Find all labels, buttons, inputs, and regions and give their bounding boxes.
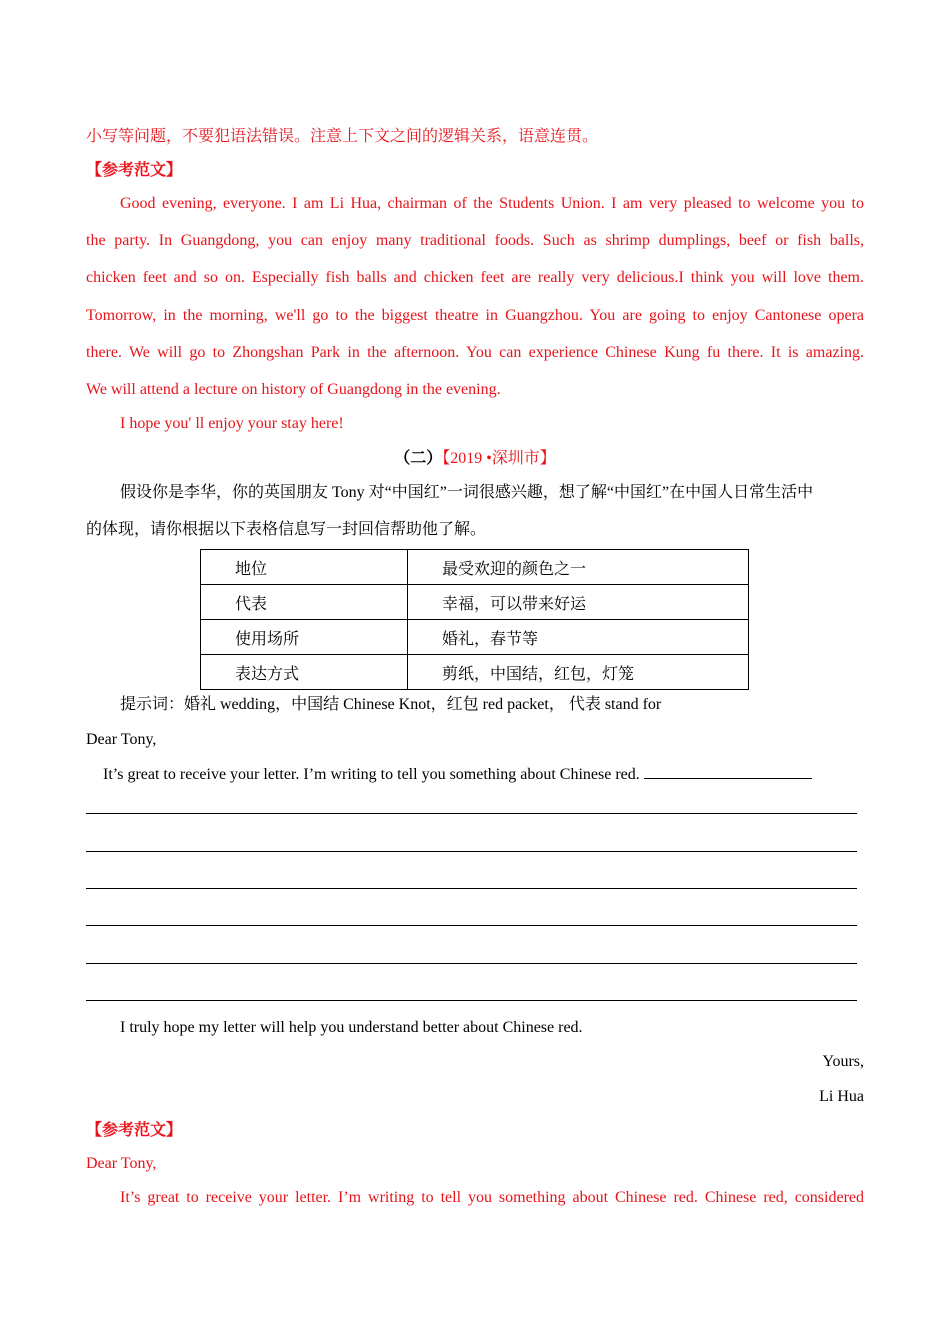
- prompt-line-2: 的体现，请你根据以下表格信息写一封回信帮助他了解。: [86, 521, 487, 538]
- writing-line[interactable]: [86, 813, 857, 814]
- writing-blank[interactable]: [644, 764, 812, 779]
- writing-line[interactable]: [86, 963, 857, 964]
- essay1-line-2: the party. In Guangdong, you can enjoy many traditional foods. Such as shrimp dumplings, beef or fish balls,: [86, 232, 864, 249]
- table-row: [201, 550, 749, 585]
- table-cell: 代表: [201, 585, 408, 620]
- answer-greeting: Dear Tony,: [86, 1155, 157, 1172]
- hint-words: 提示词：婚礼 wedding，中国结 Chinese Knot，红包 red packet， 代表 stand for: [120, 696, 662, 713]
- essay1-line-1: Good evening, everyone. I am Li Hua, chairman of the Students Union. I am very pleased to welcome you to: [120, 195, 864, 212]
- section-source: 【2019 •深圳市】: [442, 450, 556, 467]
- table-row: [201, 620, 749, 655]
- essay1-line-4: Tomorrow, in the morning, we'll go to the biggest theatre in Guangzhou. You are going to enjoy Cantonese opera: [86, 307, 864, 324]
- table-row: [201, 655, 749, 690]
- prompt-line-1: 假设你是李华，你的英国朋友 Tony 对“中国红”一词很感兴趣，想了解“中国红”在中国人日常生活中: [120, 484, 814, 501]
- table-cell: 剪纸，中国结，红包，灯笼: [408, 655, 749, 690]
- table-cell: 幸福，可以带来好运: [408, 585, 749, 620]
- essay1-line-5: there. We will go to Zhongshan Park in the afternoon. You can experience Chinese Kung fu there. It is amazing.: [86, 344, 864, 361]
- info-table: [200, 549, 749, 690]
- writing-line[interactable]: [86, 1000, 857, 1001]
- writing-line[interactable]: [86, 851, 857, 852]
- reference-heading-2: 【参考范文】: [86, 1122, 183, 1139]
- letter-greeting: Dear Tony,: [86, 731, 157, 748]
- letter-opening: [103, 764, 881, 785]
- table-cell: 使用场所: [201, 620, 408, 655]
- top-note: 小写等问题，不要犯语法错误。注意上下文之间的逻辑关系，语意连贯。: [86, 128, 599, 145]
- essay1-closing: I hope you' ll enjoy your stay here!: [120, 415, 344, 432]
- section-2-heading: [86, 449, 864, 469]
- table-cell: 地位: [201, 550, 408, 585]
- letter-closing-line: I truly hope my letter will help you understand better about Chinese red.: [120, 1019, 583, 1036]
- table-cell: 婚礼，春节等: [408, 620, 749, 655]
- essay1-line-6: We will attend a lecture on history of Guangdong in the evening.: [86, 381, 501, 398]
- letter-signature: Li Hua: [819, 1088, 864, 1105]
- essay1-line-3: chicken feet and so on. Especially fish balls and chicken feet are really very delicious.I think you will love them.: [86, 269, 864, 286]
- letter-signoff: Yours,: [822, 1053, 864, 1070]
- letter-opening-text: It’s great to receive your letter. I’m writing to tell you something about Chinese red.: [103, 766, 640, 783]
- reference-heading-1: 【参考范文】: [86, 162, 183, 179]
- writing-line[interactable]: [86, 888, 857, 889]
- answer-line-1: It’s great to receive your letter. I’m writing to tell you something about Chinese red. Chinese red, considered: [120, 1189, 864, 1206]
- section-number: （二）: [394, 450, 443, 467]
- table-row: [201, 585, 749, 620]
- writing-line[interactable]: [86, 925, 857, 926]
- table-cell: 表达方式: [201, 655, 408, 690]
- table-cell: 最受欢迎的颜色之一: [408, 550, 749, 585]
